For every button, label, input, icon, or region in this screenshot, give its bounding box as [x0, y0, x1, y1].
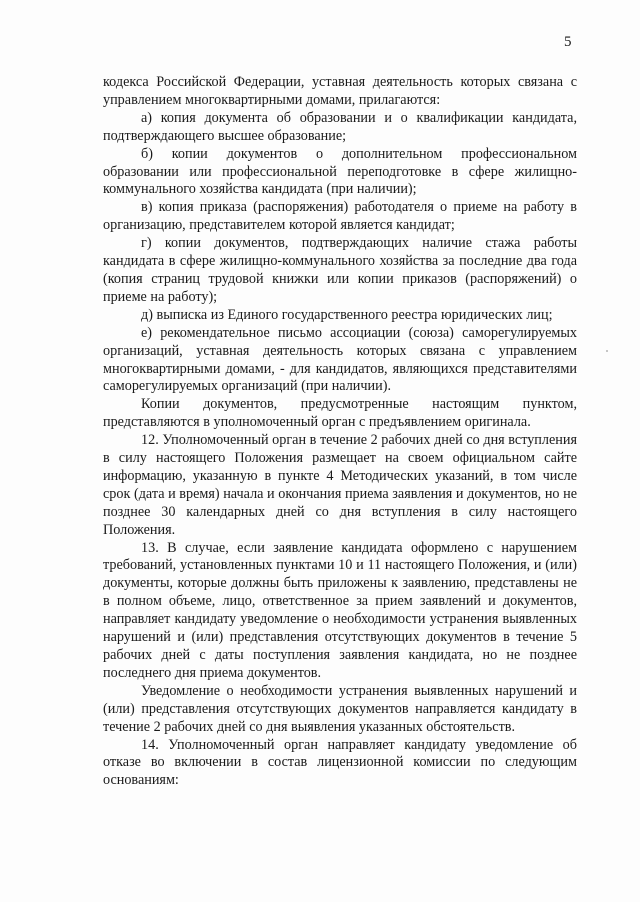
paragraph-item-b: б) копии документов о дополнительном профессиональном образовании или профессиональной переподготовке в сфере жилищно-коммунального хозяйства кандидата (при наличии);	[103, 145, 577, 198]
page-number: 5	[564, 34, 572, 50]
paragraph-item-a: а) копия документа об образовании и о квалификации кандидата, подтверждающего высшее образование;	[103, 109, 577, 144]
paragraph-item-d: д) выписка из Единого государственного реестра юридических лиц;	[141, 306, 553, 323]
paragraph-clause-13: 13. В случае, если заявление кандидата оформлено с нарушением требований, установленных пунктами 10 и 11 настоящего Положения, и (или) документы, которые должны быть приложены к заявлению, представлены не в полном объеме, лицо, ответственное за прием заявлений и документов, направляет кандидату уведомление о необходимости устранения выявленных нарушений и (или) представления отсутствующих документов в течение 5 рабочих дней с даты поступления заявления кандидата, но не позднее последнего дня приема документов.	[103, 539, 577, 681]
paragraph-continuation: кодекса Российской Федерации, уставная деятельность которых связана с управлением многоквартирными домами, прилагаются:	[103, 74, 577, 108]
paragraph-copies-note: Копии документов, предусмотренные настоящим пунктом, представляются в уполномоченный орган с предъявлением оригинала.	[103, 396, 577, 431]
paragraph-clause-14: 14. Уполномоченный орган направляет кандидату уведомление об отказе во включении в состав лицензионной комиссии по следующим основаниям:	[103, 736, 577, 789]
paragraph-clause-12: 12. Уполномоченный орган в течение 2 рабочих дней со дня вступления в силу настоящего Положения размещает на своем официальном сайте информацию, указанную в пункте 4 Методических указаний, в том числе срок (дата и время) начала и окончания приема заявления и документов, но не позднее 30 календарных дней со дня вступления в силу настоящего Положения.	[103, 432, 577, 538]
paragraph-notification: Уведомление о необходимости устранения выявленных нарушений и (или) представления отсутствующих документов направляется кандидату в течение 2 рабочих дней со дня выявления указанных обстоятельств.	[103, 682, 577, 735]
document-body	[103, 74, 577, 790]
paragraph-item-v: в) копия приказа (распоряжения) работодателя о приеме на работу в организацию, представителем которой является кандидат;	[103, 199, 577, 234]
paragraph-item-e: е) рекомендательное письмо ассоциации (союза) саморегулируемых организаций, уставная деятельность которых связана с управлением многоквартирными домами, - для кандидатов, являющихся представителями саморегулируемых организаций (при наличии).	[103, 324, 577, 395]
paragraph-item-g: г) копии документов, подтверждающих наличие стажа работы кандидата в сфере жилищно-коммунального хозяйства за последние два года (копия страниц трудовой книжки или копии приказов (распоряжений) о приеме на работу);	[103, 235, 577, 305]
scan-speck	[606, 350, 608, 352]
